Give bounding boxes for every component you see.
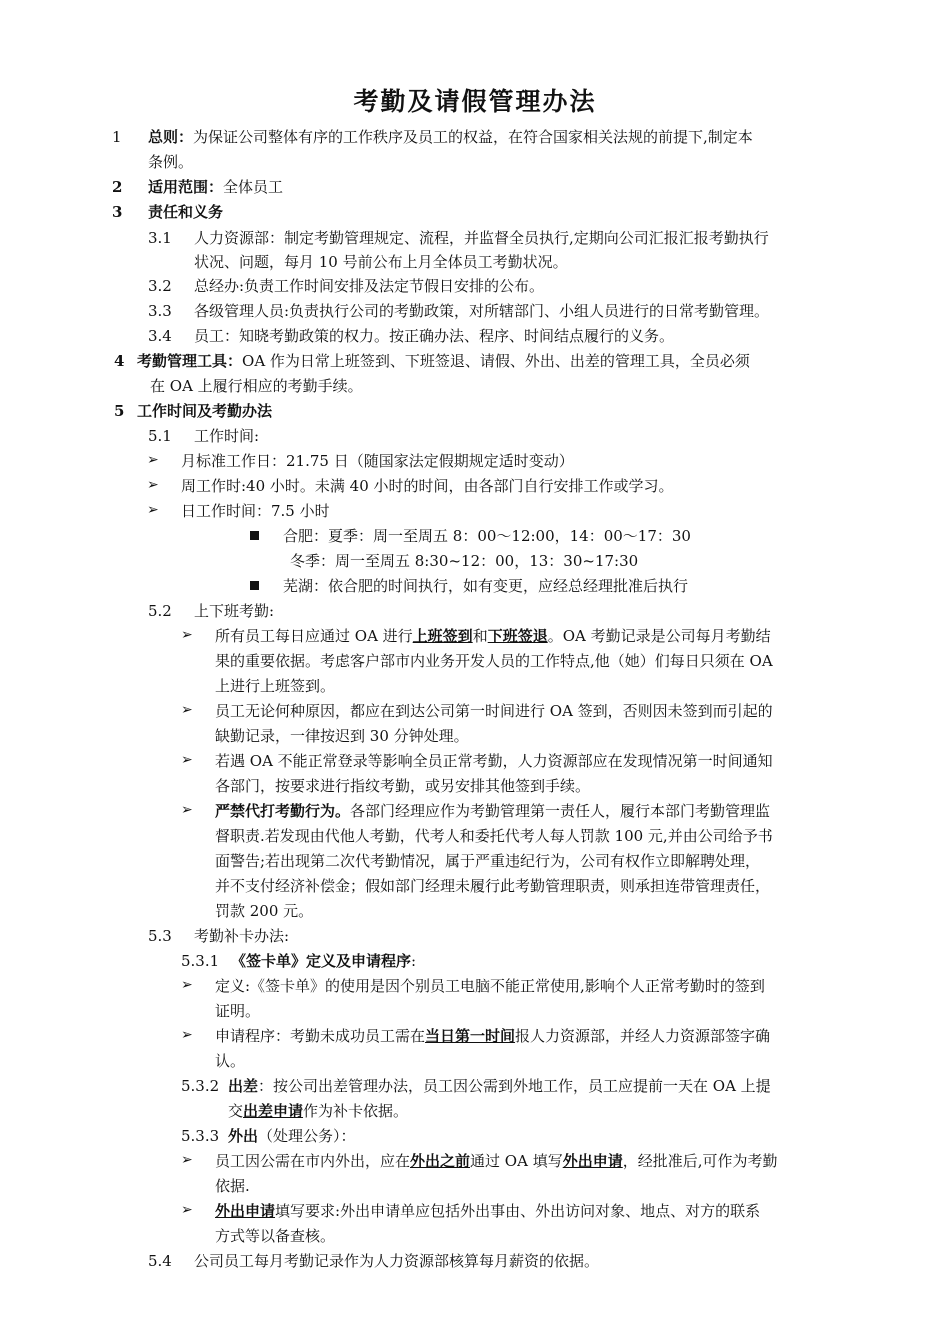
underline-checkout: 下班签退 [487, 627, 548, 645]
item-3-2-number: 3.2 [148, 277, 172, 295]
section-1-line-1 [148, 125, 753, 149]
section-1-line-2: 条例。 [148, 153, 194, 171]
outing-rule-line-1 [215, 1149, 778, 1173]
signcard-procedure-line-2: 认。 [215, 1052, 246, 1070]
item-3-3-number: 3.3 [148, 302, 172, 320]
item-5-3-3-label [228, 1124, 356, 1148]
text-span: 填写要求:外出申请单应包括外出事由、外出访问对象、地点、对方的联系 [275, 1202, 761, 1220]
text-span: 。OA 考勤记录是公司每月考勤结 [547, 627, 771, 645]
item-5-1-label: 工作时间: [194, 427, 260, 445]
section-5-label: 工作时间及考勤办法 [137, 402, 273, 420]
section-5-number: 5 [114, 402, 125, 420]
section-1-text: 为保证公司整体有序的工作秩序及员工的权益，在符合国家相关法规的前提下,制定本 [193, 128, 753, 146]
proxy-ban-heading: 严禁代打考勤行为。 [215, 802, 351, 820]
signcard-definition-line-1: 定义:《签卡单》的使用是因个别员工电脑不能正常使用,影响个人正常考勤时的签到 [215, 977, 765, 995]
late-rule-line-1: 员工无论何种原因，都应在到达公司第一时间进行 OA 签到，否则因未签到而引起的 [215, 702, 773, 720]
item-3-4-line: 员工：知晓考勤政策的权力。按正确办法、程序、时间结点履行的义务。 [194, 327, 675, 345]
item-5-4-number: 5.4 [148, 1252, 172, 1270]
text-span: 和 [472, 627, 488, 645]
late-rule-line-2: 缺勤记录，一律按迟到 30 分钟处理。 [215, 727, 469, 745]
worktime-daily: 日工作时间：7.5 小时 [181, 502, 330, 520]
arrow-bullet-icon: ➢ [181, 1202, 193, 1218]
arrow-bullet-icon: ➢ [147, 452, 159, 468]
item-3-2-line: 总经办:负责工作时间安排及法定节假日安排的公布。 [194, 277, 545, 295]
proxy-ban-line-4: 并不支付经济补偿金；假如部门经理未履行此考勤管理职责，则承担连带管理责任， [215, 877, 771, 895]
checkin-rule-line-2: 果的重要依据。考虑客户部市内业务开发人员的工作特点,他（她）们每日只须在 OA [215, 652, 773, 670]
arrow-bullet-icon: ➢ [181, 627, 193, 643]
section-2-label: 适用范围： [148, 178, 224, 196]
text-span: 外出 [228, 1127, 259, 1145]
underline-trip-request: 出差申请 [243, 1102, 304, 1120]
item-3-1-line-2: 状况、问题，每月 10 号前公布上月全体员工考勤状况。 [194, 253, 568, 271]
arrow-bullet-icon: ➢ [147, 477, 159, 493]
item-5-4-text: 公司员工每月考勤记录作为人力资源部核算每月薪资的依据。 [194, 1252, 600, 1270]
section-2-line [148, 175, 283, 199]
worktime-weekly: 周工作时:40 小时。未满 40 小时的时间，由各部门自行安排工作或学习。 [181, 477, 674, 495]
wuhu-time: 芜湖：依合肥的时间执行，如有变更，应经总经理批准后执行 [283, 577, 689, 595]
text-span: 员工因公需在市内外出，应在 [215, 1152, 411, 1170]
underline-first-time: 当日第一时间 [425, 1027, 516, 1045]
item-3-4-number: 3.4 [148, 327, 172, 345]
text-span: 所有员工每日应通过 OA 进行 [215, 627, 413, 645]
item-3-3-line: 各级管理人员:负责执行公司的考勤政策，对所辖部门、小组人员进行的日常考勤管理。 [194, 302, 770, 320]
section-2-text: 全体员工 [223, 178, 284, 196]
section-2-number: 2 [112, 178, 123, 196]
item-3-1-number: 3.1 [148, 229, 172, 247]
arrow-bullet-icon: ➢ [181, 702, 193, 718]
item-3-1-line-1: 人力资源部：制定考勤管理规定、流程，并监督全员执行,定期向公司汇报汇报考勤执行 [194, 229, 769, 247]
arrow-bullet-icon: ➢ [181, 752, 193, 768]
proxy-ban-line-3: 面警告;若出现第二次代考勤情况，属于严重违纪行为，公司有权作立即解聘处理， [215, 852, 761, 870]
arrow-bullet-icon: ➢ [181, 977, 193, 993]
hefei-winter: 冬季：周一至周五 8:30~12：00，13：30~17:30 [290, 552, 639, 570]
section-1-number: 1 [112, 128, 122, 146]
text-span: : [411, 952, 417, 970]
section-4-line-1 [137, 349, 750, 373]
proxy-ban-line-5: 罚款 200 元。 [215, 902, 314, 920]
item-5-2-label: 上下班考勤: [194, 602, 275, 620]
square-bullet-icon [250, 531, 259, 540]
text-span: 交 [228, 1102, 244, 1120]
underline-outing-request: 外出申请 [562, 1152, 623, 1170]
text-span: 报人力资源部，并经人力资源部签字确 [515, 1027, 771, 1045]
item-5-3-1-label [231, 949, 416, 973]
section-4-text: OA 作为日常上班签到、下班签退、请假、外出、出差的管理工具，全员必须 [242, 352, 750, 370]
section-4-line-2: 在 OA 上履行相应的考勤手续。 [150, 377, 363, 395]
worktime-monthly: 月标准工作日：21.75 日（随国家法定假期规定适时变动） [181, 452, 574, 470]
item-5-2-number: 5.2 [148, 602, 172, 620]
checkin-rule-line-3: 上进行上班签到。 [215, 677, 336, 695]
underline-outing-request: 外出申请 [215, 1202, 276, 1220]
section-4-label: 考勤管理工具： [137, 352, 243, 370]
item-5-3-label: 考勤补卡办法: [194, 927, 290, 945]
item-5-3-2-line-2 [228, 1099, 408, 1123]
text-span: 《签卡单》定义及申请程序 [231, 952, 412, 970]
arrow-bullet-icon: ➢ [181, 1027, 193, 1043]
signcard-procedure-line-1 [215, 1024, 770, 1048]
signcard-definition-line-2: 证明。 [215, 1002, 261, 1020]
oa-failure-line-1: 若遇 OA 不能正常登录等影响全员正常考勤，人力资源部应在发现情况第一时间通知 [215, 752, 773, 770]
outing-form-line-2: 方式等以备查核。 [215, 1227, 336, 1245]
text-span: 通过 OA 填写 [470, 1152, 563, 1170]
item-5-3-2-line-1 [228, 1074, 771, 1098]
underline-before-outing: 外出之前 [410, 1152, 471, 1170]
text-span: （处理公务）： [258, 1127, 356, 1145]
text-span: ，经批准后,可作为考勤 [622, 1152, 778, 1170]
text-span: 各部门经理应作为考勤管理第一责任人，履行本部门考勤管理监 [350, 802, 771, 820]
outing-rule-line-2: 依据. [215, 1177, 250, 1195]
text-span: 出差 [228, 1077, 259, 1095]
section-4-number: 4 [114, 352, 125, 370]
item-5-1-number: 5.1 [148, 427, 172, 445]
checkin-rule-line-1 [215, 624, 771, 648]
item-5-3-1-number: 5.3.1 [181, 952, 220, 970]
proxy-ban-line-2: 督职责.若发现由代他人考勤，代考人和委托代考人每人罚款 100 元,并由公司给予书 [215, 827, 773, 845]
proxy-ban-line-1 [215, 799, 770, 823]
text-span: ：按公司出差管理办法，员工因公需到外地工作，员工应提前一天在 OA 上提 [258, 1077, 771, 1095]
document-title: 考勤及请假管理办法 [353, 87, 597, 116]
section-1-label: 总则： [148, 128, 194, 146]
square-bullet-icon [250, 581, 259, 590]
item-5-3-number: 5.3 [148, 927, 172, 945]
outing-form-line-1 [215, 1199, 760, 1223]
oa-failure-line-2: 各部门，按要求进行指纹考勤，或另安排其他签到手续。 [215, 777, 591, 795]
item-5-3-2-number: 5.3.2 [181, 1077, 220, 1095]
hefei-summer: 合肥：夏季：周一至周五 8：00～12:00，14：00～17：30 [283, 527, 691, 545]
item-5-3-3-number: 5.3.3 [181, 1127, 220, 1145]
arrow-bullet-icon: ➢ [181, 1152, 193, 1168]
text-span: 申请程序：考勤未成功员工需在 [215, 1027, 426, 1045]
underline-checkin: 上班签到 [412, 627, 473, 645]
section-3-label: 责任和义务 [148, 203, 224, 221]
text-span: 作为补卡依据。 [303, 1102, 409, 1120]
arrow-bullet-icon: ➢ [147, 502, 159, 518]
section-3-number: 3 [112, 203, 123, 221]
arrow-bullet-icon: ➢ [181, 802, 193, 818]
